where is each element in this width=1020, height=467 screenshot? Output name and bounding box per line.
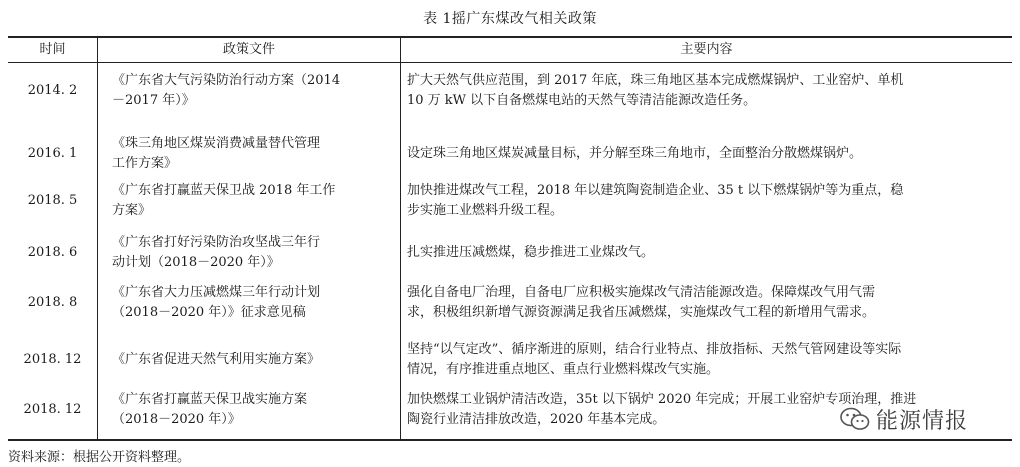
content-line: 10 万 kW 以下自备燃煤电站的天然气等清洁能源改造任务。 <box>407 93 757 108</box>
cell-policy <box>112 130 400 178</box>
cell-policy <box>112 177 400 225</box>
wechat-icon <box>840 406 870 432</box>
cell-policy <box>112 386 400 434</box>
content-line: 扩大天然气供应范围，到 2017 年底，珠三角地区基本完成燃煤锅炉、工业窑炉、单机 <box>407 73 904 88</box>
content-line: 设定珠三角地区煤炭减量目标，并分解至珠三角地市，全面整治分散燃煤锅炉。 <box>407 146 863 161</box>
policy-line: 《珠三角地区煤炭消费减量替代管理 <box>112 136 321 151</box>
content-line: 陶瓷行业清洁排放改造，2020 年基本完成。 <box>407 412 666 427</box>
content-line: 加快燃煤工业锅炉清洁改造，35t 以下锅炉 2020 年完成；开展工业窑炉专项治理，推进 <box>407 392 917 407</box>
cell-policy <box>112 229 400 277</box>
cell-policy <box>112 336 400 384</box>
cell-content <box>407 130 1007 178</box>
content-line: 加快推进煤改气工程，2018 年以建筑陶瓷制造企业、35 t 以下燃煤锅炉等为重点，稳 <box>407 183 904 198</box>
cell-content <box>407 229 1007 277</box>
cell-time: 2018. 6 <box>27 245 78 260</box>
cell-time: 2014. 2 <box>27 83 78 98</box>
cell-time: 2018. 12 <box>23 352 82 367</box>
cell-content <box>407 336 1007 384</box>
source-note: 资料来源：根据公开资料整理。 <box>8 450 191 465</box>
cell-time: 2016. 1 <box>27 146 78 161</box>
watermark-text: 能源情报 <box>876 408 969 434</box>
header-content: 主要内容 <box>680 42 733 57</box>
content-line: 情况，有序推进重点地区、重点行业燃料煤改气实施。 <box>407 362 720 377</box>
cell-time: 2018. 12 <box>23 402 82 417</box>
policy-line: 《广东省打赢蓝天保卫战 2018 年工作 <box>112 183 336 198</box>
table-bottom-rule <box>8 439 1012 441</box>
policy-line: （2018－2020 年）》征求意见稿 <box>112 305 306 320</box>
policy-line: 动计划（2018－2020 年）》 <box>112 255 280 270</box>
table-title: 表 1摇广东煤改气相关政策 <box>423 11 597 27</box>
policy-line: 工作方案》 <box>112 156 178 171</box>
cell-content <box>407 67 1007 115</box>
table-top-rule <box>8 36 1012 38</box>
column-divider <box>97 37 98 440</box>
cell-time: 2018. 5 <box>27 193 78 208</box>
cell-content <box>407 279 1007 327</box>
cell-policy <box>112 67 400 115</box>
cell-content <box>407 177 1007 225</box>
policy-line: （2018－2020 年）》 <box>112 412 241 427</box>
cell-policy <box>112 279 400 327</box>
header-policy: 政策文件 <box>222 42 275 57</box>
content-line: 强化自备电厂治理，自备电厂应积极实施煤改气清洁能源改造。保障煤改气用气需 <box>407 285 876 300</box>
watermark <box>840 404 968 434</box>
policy-line: 《广东省促进天然气利用实施方案》 <box>112 352 321 367</box>
policy-line: －2017 年）》 <box>112 93 195 108</box>
policy-line: 《广东省大气污染防治行动方案（2014 <box>112 73 341 88</box>
content-line: 步实施工业燃料升级工程。 <box>407 203 564 218</box>
column-divider <box>400 37 401 440</box>
policy-line: 《广东省打好污染防治攻坚战三年行 <box>112 235 321 250</box>
policy-line: 《广东省打赢蓝天保卫战实施方案 <box>112 392 308 407</box>
cell-time: 2018. 8 <box>27 295 78 310</box>
policy-line: 《广东省大力压减燃煤三年行动计划 <box>112 285 321 300</box>
policy-line: 方案》 <box>112 203 152 218</box>
content-line: 扎实推进压减燃煤，稳步推进工业煤改气。 <box>407 245 655 260</box>
header-time: 时间 <box>39 42 66 57</box>
content-line: 求，积极组织新增气源资源满足我省压减燃煤，实施煤改气工程的新增用气需求。 <box>407 305 876 320</box>
content-line: 坚持“以气定改”、循序渐进的原则，结合行业特点、排放指标、天然气管网建设等实际 <box>407 342 902 357</box>
table-header-rule <box>8 62 1012 63</box>
